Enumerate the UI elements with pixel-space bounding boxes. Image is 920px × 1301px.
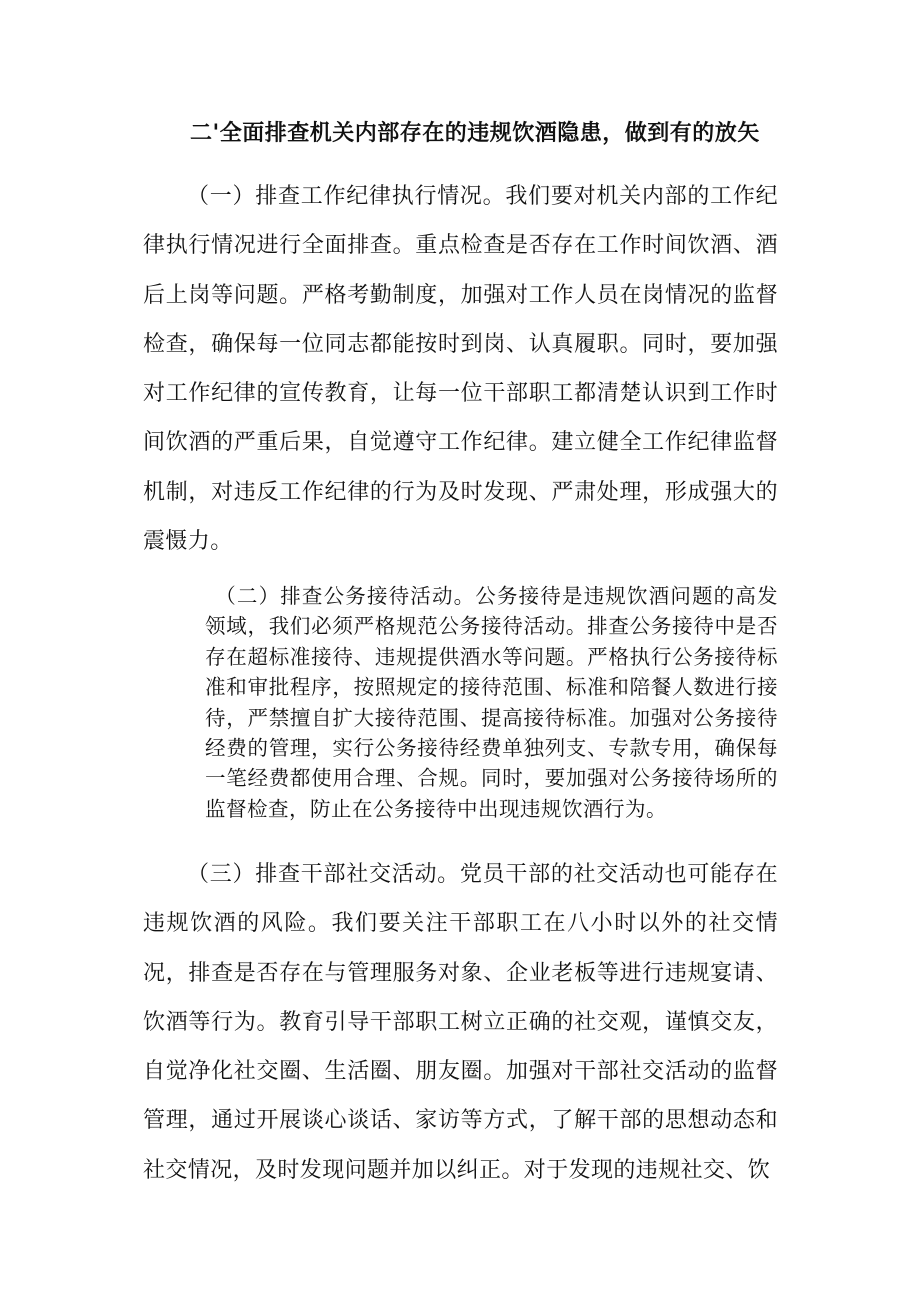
paragraph-official-reception: （二）排查公务接待活动。公务接待是违规饮酒问题的高发领域，我们必须严格规范公务接待活动。排查公务接待中是否存在超标准接待、违规提供酒水等问题。严格执行公务接待标准和审批程序，按照规定的接待范围、标准和陪餐人数进行接待，严禁擅自扩大接待范围、提高接待标准。加强对公务接待经费的管理，实行公务接待经费单独列支、专款专用，确保每一笔经费都使用合理、合规。同时，要加强对公务接待场所的监督检查，防止在公务接待中出现违规饮酒行为。	[205, 584, 778, 821]
paragraph-work-discipline: （一）排查工作纪律执行情况。我们要对机关内部的工作纪律执行情况进行全面排查。重点检查是否存在工作时间饮酒、酒后上岗等问题。严格考勤制度，加强对工作人员在岗情况的监督检查，确保每一位同志都能按时到岗、认真履职。同时，要加强对工作纪律的宣传教育，让每一位干部职工都清楚认识到工作时间饮酒的严重后果，自觉遵守工作纪律。建立健全工作纪律监督机制，对违反工作纪律的行为及时发现、严肃处理，形成强大的震慑力。	[143, 184, 778, 555]
paragraph-cadre-social-activities: （三）排查干部社交活动。党员干部的社交活动也可能存在违规饮酒的风险。我们要关注干部职工在八小时以外的社交情况，排查是否存在与管理服务对象、企业老板等进行违规宴请、饮酒等行为。教育引导干部职工树立正确的社交观，谨慎交友，自觉净化社交圈、生活圈、朋友圈。加强对干部社交活动的监督管理，通过开展谈心谈话、家访等方式，了解干部的思想动态和社交情况，及时发现问题并加以纠正。对于发现的违规社交、饮	[143, 862, 778, 1183]
section-heading: 二'全面排查机关内部存在的违规饮酒隐患，做到有的放矢	[190, 121, 760, 146]
